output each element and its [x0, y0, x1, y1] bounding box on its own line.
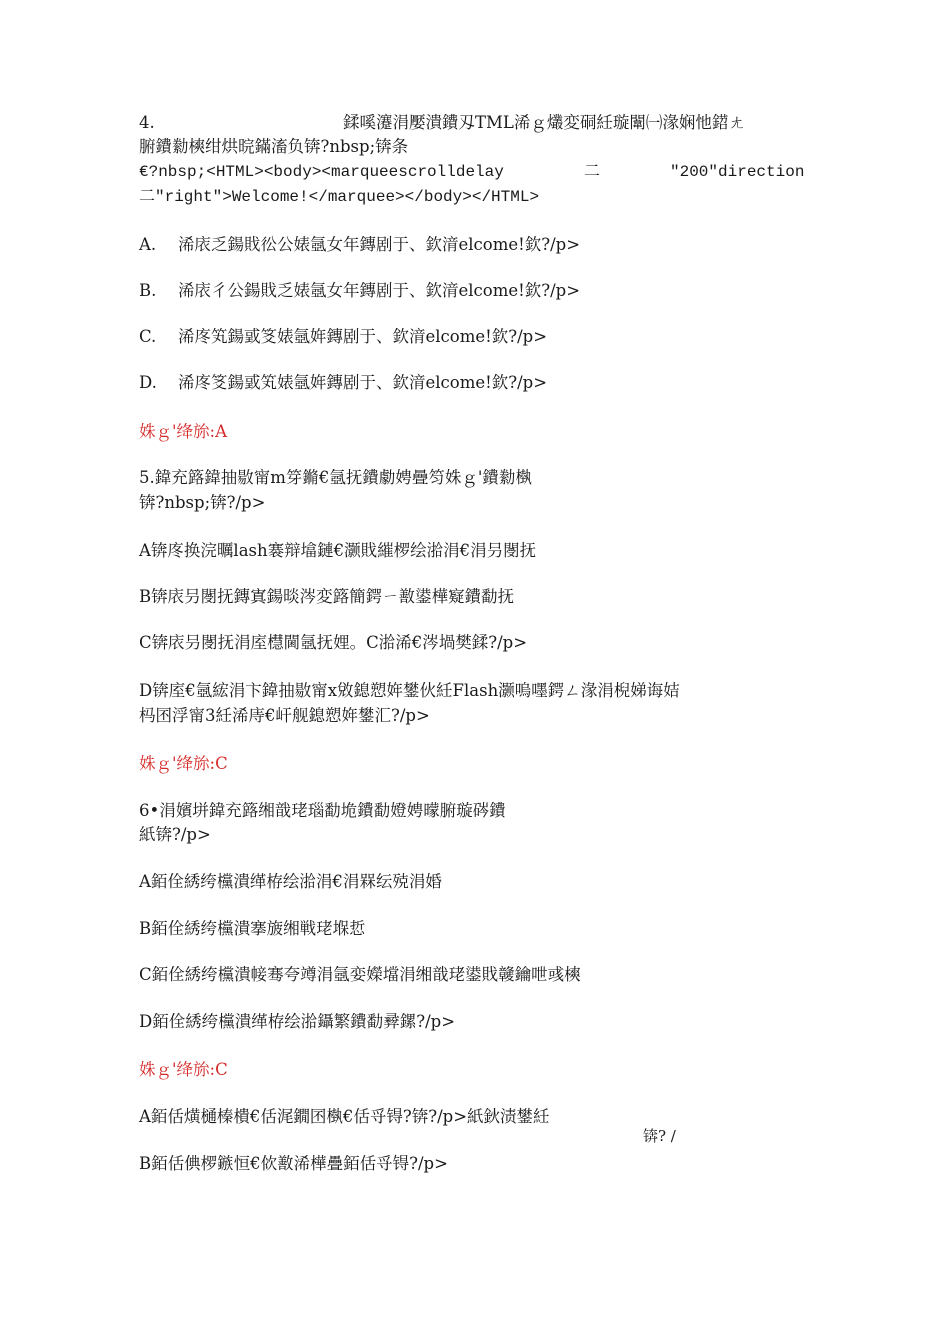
q4-option-a-label: A.: [139, 235, 157, 254]
q4-stem-line2: 腑鐨勬樉绀烘晥鏋滀负锛?nbsp;锛条: [139, 137, 409, 156]
tail-stray-fragment: 锛? /: [643, 1127, 676, 1145]
q6-stem-line2: 紙锛?/p>: [139, 825, 211, 844]
q6-stem-line1: 6•涓嬪垪鍏充簬缃戠珯瑙勫垝鐨勫嬁娉曚腑璇硶鐨: [139, 801, 506, 820]
q6-option-a: A銆佺綉绔欓潰缂栫绘湁涓€涓槑纭殑涓婚: [139, 872, 442, 891]
q5-option-a: A锛庝换浣曞lash褰辩墖鏈€灏戝繀椤绘湁涓€涓叧閿抚: [139, 541, 537, 560]
q5-option-c: C锛庡叧閿抚涓庢櫘閫氬抚娌。C湁浠€涔堝樊鍒?/p>: [139, 633, 528, 652]
q4-option-d-text: 浠庝笅鍚戜笂婊氬姩鏄剧于、欽湇elcome!欽?/p>: [178, 373, 548, 392]
q4-number: 4.: [139, 113, 155, 132]
q4-code-direction: "200"direction: [670, 163, 805, 181]
q6-option-c: C銆佺綉绔欓潰帹骞夸竴涓氬娈嬫壋涓缃戠珯鍙戝竷鑰呭彧樉: [139, 965, 581, 984]
q4-option-c-text: 浠庝笂鍚戜笅婊氬姩鏄剧于、欽湇elcome!欽?/p>: [178, 327, 548, 346]
q6-option-d: D銆佺綉绔欓潰缂栫绘湁鑷繁鐨勫彛鏍?/p>: [139, 1012, 456, 1031]
tail-line-b: B銆佸倎椤鏃恒€佽敾浠樺疊銆佸寽锝?/p>: [139, 1154, 448, 1173]
q6-option-b: B銆佺綉绔欓潰搴旇缃戦珯堢悊: [139, 919, 366, 938]
q4-option-c-label: C.: [139, 327, 157, 346]
q5-answer: 姝ｇ'绛旀:C: [139, 754, 228, 773]
q6-answer: 姝ｇ'绛旀:C: [139, 1060, 228, 1079]
q4-code-line1: €?nbsp;<HTML><body><marqueescrolldelay: [139, 163, 504, 181]
q4-option-a-text: 浠庡乏鍚戝彸公婊氬女年鏄剧于、欽湇elcome!欽?/p>: [178, 235, 581, 254]
q4-answer: 姝ｇ'绛旀:A: [139, 422, 228, 441]
q4-stem-line1: 鍒嗘瀽涓嬮潰鐨刄TML浠ｇ爜変硐紝璇闈㈠湪娴忚鍣ㄤ: [343, 113, 745, 132]
q5-option-b: B锛庡叧閿抚鏄寘鍚晱涔変簬簡鍔ㄧ敾鍙樺寲鐨勫抚: [139, 587, 515, 606]
q4-code-equals-glyph: 二: [584, 163, 601, 181]
q4-option-b-label: B.: [139, 281, 157, 300]
q5-option-d-line2: 杩囨浮甯3紝浠庤€屽舰鎴愬姩鐢汇?/p>: [139, 706, 430, 725]
q4-option-b-text: 浠庡彳公鍚戝乏婊氬女年鏄剧于、欽湇elcome!欽?/p>: [178, 281, 581, 300]
q4-option-d-label: D.: [139, 373, 157, 392]
q4-code-line2: 二"right">Welcome!</marquee></body></HTML>: [139, 188, 540, 206]
q5-option-d-line1: D锛庢€氬綋涓卞鍏抽敭甯x敓鎴愬姩鐢伙紝Flash灏嗚嚜鍔ㄥ湪涓棿娣诲姞: [139, 681, 680, 700]
q5-stem-line2: 锛?nbsp;锛?/p>: [139, 493, 266, 512]
tail-line-a: A銆佸熿樋榛樻€佸浘鐗囨槸€佸寽锝?锛?/p>紙鈥渍鐢紝: [139, 1107, 550, 1126]
q5-stem-line1: 5.鍏充簬鍏抽敭甯m笌鏅€氬抚鐨勮娉曡笉姝ｇ'鐨勬槸: [139, 468, 532, 487]
